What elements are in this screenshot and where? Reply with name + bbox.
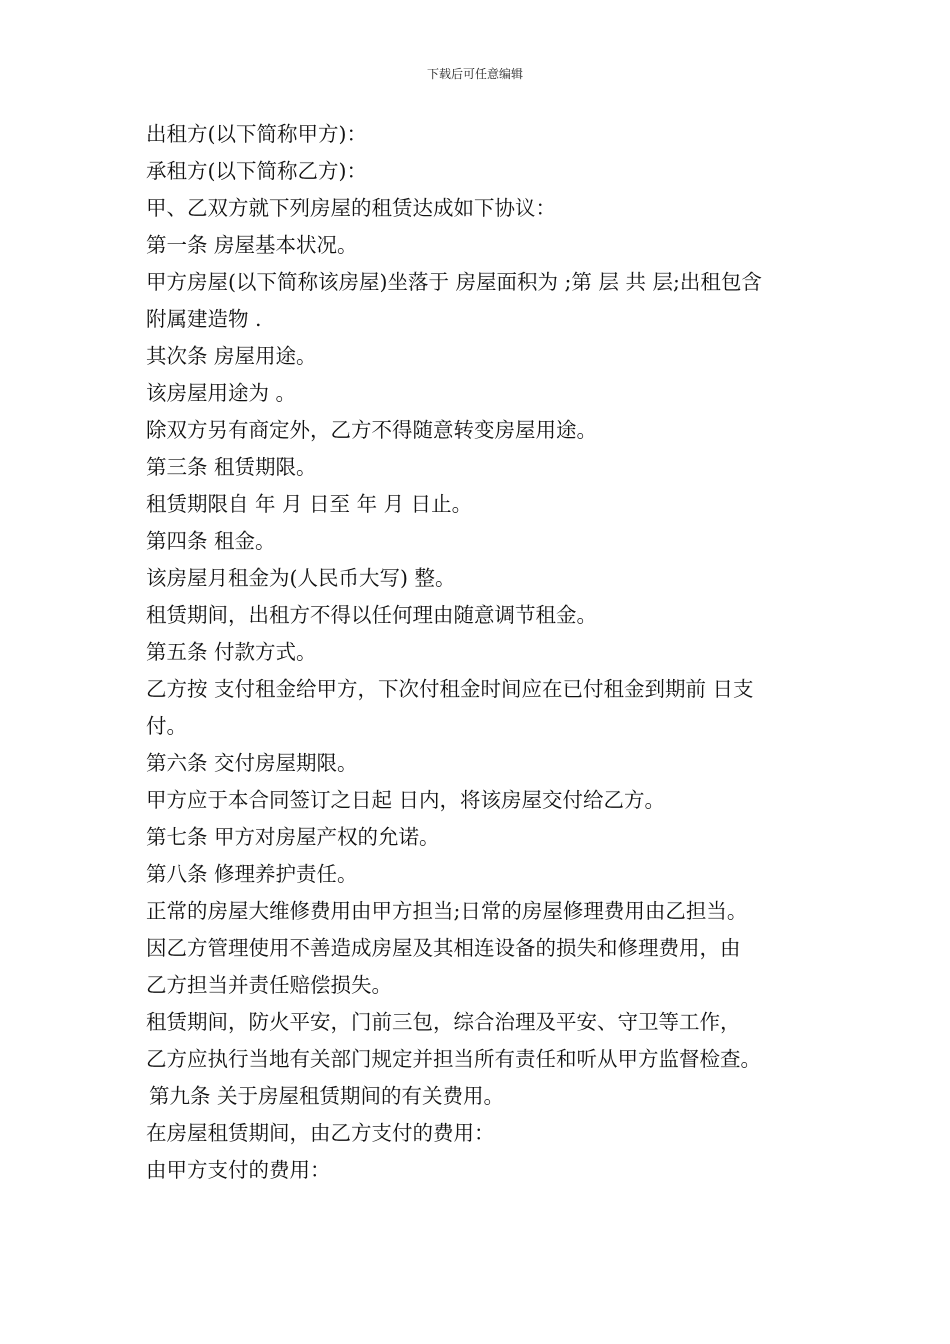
article-heading: 第四条 租金。 — [146, 529, 276, 553]
article-heading: 第九条 关于房屋租赁期间的有关费用。 — [149, 1084, 505, 1108]
document-body — [146, 116, 826, 1189]
text-line: 租赁期间，防火平安，门前三包，综合治理及平安、守卫等工作， — [146, 1010, 741, 1034]
text-line: 乙方担当并责任赔偿损失。 — [146, 973, 392, 997]
text-line: 承租方(以下简称乙方)： — [146, 159, 367, 183]
text-line: 乙方应执行当地有关部门规定并担当所有责任和听从甲方监督检查。 — [146, 1047, 761, 1071]
text-line: 甲、乙双方就下列房屋的租赁达成如下协议： — [146, 196, 556, 220]
text-line: 正常的房屋大维修费用由甲方担当;日常的房屋修理费用由乙担当。 — [146, 899, 748, 923]
text-line: 付。 — [146, 714, 187, 738]
text-line: 甲方应于本合同签订之日起 日内，将该房屋交付给乙方。 — [146, 788, 666, 812]
text-line: 除双方另有商定外，乙方不得随意转变房屋用途。 — [146, 418, 597, 442]
text-line: 乙方按 支付租金给甲方，下次付租金时间应在已付租金到期前 日支 — [146, 677, 754, 701]
article-heading: 第一条 房屋基本状况。 — [146, 233, 358, 257]
article-heading: 第七条 甲方对房屋产权的允诺。 — [146, 825, 440, 849]
article-heading: 其次条 房屋用途。 — [146, 344, 317, 368]
text-line: 因乙方管理使用不善造成房屋及其相连设备的损失和修理费用，由 — [146, 936, 741, 960]
text-line: 出租方(以下简称甲方)： — [146, 122, 367, 146]
text-line: 该房屋用途为 。 — [146, 381, 297, 405]
article-heading: 第六条 交付房屋期限。 — [146, 751, 358, 775]
text-line: 由甲方支付的费用： — [146, 1158, 331, 1182]
text-line: 在房屋租赁期间，由乙方支付的费用： — [146, 1121, 495, 1145]
text-line: 附属建造物 . — [146, 307, 262, 331]
article-heading: 第八条 修理养护责任。 — [146, 862, 358, 886]
page-header: 下载后可任意编辑 — [426, 67, 523, 81]
article-heading: 第五条 付款方式。 — [146, 640, 317, 664]
text-line: 甲方房屋(以下简称该房屋)坐落于 房屋面积为 ;第 层 共 层;出租包含 — [146, 270, 762, 294]
text-line: 该房屋月租金为(人民币大写) 整。 — [146, 566, 456, 590]
text-line: 租赁期限自 年 月 日至 年 月 日止。 — [146, 492, 473, 516]
article-heading: 第三条 租赁期限。 — [146, 455, 317, 479]
text-line: 租赁期间，出租方不得以任何理由随意调节租金。 — [146, 603, 597, 627]
